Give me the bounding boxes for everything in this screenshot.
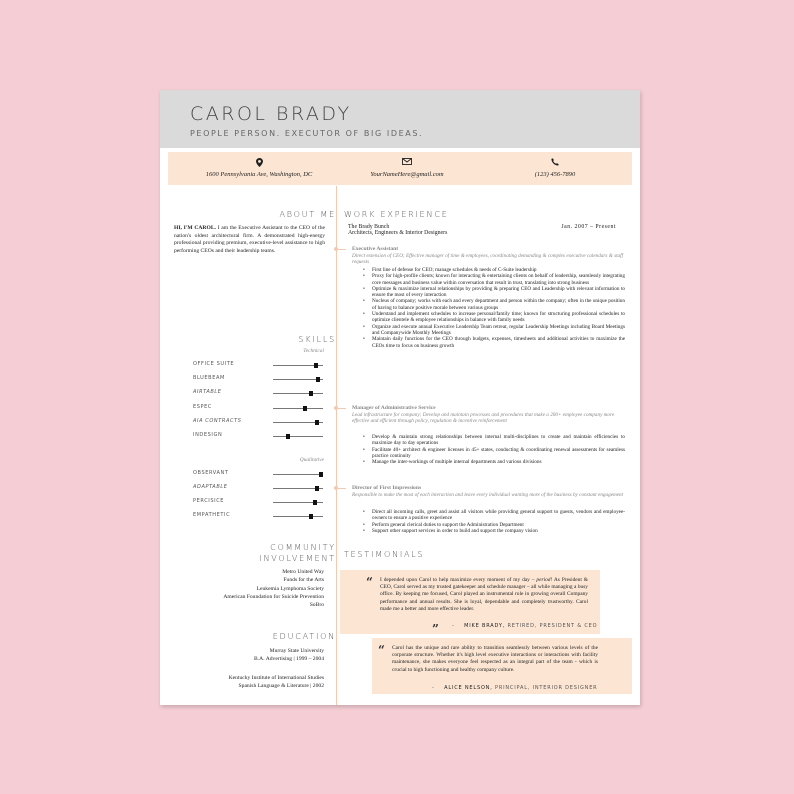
company-descriptor: Architects, Engineers & Interior Designers xyxy=(348,230,448,236)
list-item: • Organize and execute annual Executive Leadership Team retreat, regular Leadership Meetings including Board Meetings and Companywide Monthly Meetings xyxy=(363,324,625,337)
timeline-tick xyxy=(337,408,346,409)
list-item: • Manage the inter-workings of multiple internal departments and various divisions xyxy=(363,459,625,465)
skill-level-track xyxy=(273,365,323,366)
contact-address xyxy=(179,152,339,185)
quote-open-icon: “ xyxy=(378,643,385,657)
testimonial-author: - ALICE NELSON, PRINCIPAL, INTERIOR DESIGNER xyxy=(432,685,598,691)
position-summary: Lead infrastructure for company; Develop and maintain processes and procedures that make a 200+ employee company more effective and efficient through policy, regulation & incentive reinforcement xyxy=(352,412,615,425)
work-heading: WORK EXPERIENCE xyxy=(344,210,449,219)
skill-level-track xyxy=(273,422,323,423)
testimonial-card xyxy=(340,570,600,634)
skill-label: AIA CONTRACTS xyxy=(193,417,242,424)
position-title: Executive Assistant xyxy=(352,246,399,252)
skill-level-marker xyxy=(314,363,318,368)
position-bullets xyxy=(363,434,625,465)
skill-level-marker xyxy=(286,434,290,439)
skill-level-marker xyxy=(303,406,307,411)
skill-label: BLUEBEAM xyxy=(193,375,225,382)
position-bullets xyxy=(363,267,625,349)
about-body: I am the Executive Assistant to the CEO of the nation's oldest architectural firm. A demonstrated high-energy professional providing premium, executive-level assistance to high performing CEOs and their leadership teams. xyxy=(174,225,325,255)
list-item: SoBro xyxy=(309,602,324,609)
skill-level-track xyxy=(273,474,323,475)
list-item: • Understand and implement schedules to increase personal/family time; known for structuring professional schedules to optimize clientele & employee relationships in balance with family needs xyxy=(363,311,625,324)
school-name: Murray State University xyxy=(269,648,324,654)
skill-row xyxy=(193,361,325,369)
education-entry-1 xyxy=(254,647,324,664)
education-entry-2 xyxy=(229,674,324,691)
list-item: Leukemia Lymphoma Society xyxy=(256,585,324,592)
skill-row xyxy=(193,418,325,426)
position-summary: Direct extension of CEO; Effective manager of time & employees, coordinating demanding & complex executive calendars & staff requests xyxy=(352,253,624,266)
position-bullets xyxy=(363,509,625,534)
quote-close-icon: ” xyxy=(432,622,439,636)
skill-row xyxy=(193,470,325,478)
skill-label: ADAPTABLE xyxy=(193,484,228,490)
testimonial-text: I depended upon Carol to help maximize every moment of my day – period! As President & CEO, Carol served as my trusted gatekeeper and schedule manager – all while managing a busy office. By keeping me focused, Carol played an instrumental role in growing overall Company performance and annual results. She is loyal, dependable and completely trustworthy. Carol made me a better and more effective leader. xyxy=(380,577,588,612)
address-text: 1600 Pennsylvania Ave, Washington, DC xyxy=(205,171,313,178)
position-summary: Responsible to make the most of each interaction and leave every individual wanting more of the business by constant engagement xyxy=(352,492,624,498)
skill-label: PERCISICE xyxy=(193,498,225,504)
testimonial-text: Carol has the unique and rare ability to transition seamlessly between various levels of the corporate structure. Whether it's high level executive interactions or interactions with facility maintenance, she makes everyone feel respected as an integral part of the team - which is crucial to high functioning and healthy company culture. xyxy=(392,645,598,673)
candidate-name: CAROL BRADY xyxy=(190,103,352,125)
skill-label: AIRTABLE xyxy=(193,389,222,396)
list-item: • Nucleus of company; works with each and every department and person within the company; often in the unique position of having to balance positive morale between various groups xyxy=(363,298,625,311)
resume-header xyxy=(160,90,640,148)
qualitative-label: Qualitative xyxy=(299,457,324,463)
skill-row xyxy=(193,498,325,506)
skill-row xyxy=(193,512,325,520)
about-heading: ABOUT ME xyxy=(279,210,336,219)
timeline-tick xyxy=(337,488,346,489)
skill-row xyxy=(193,404,325,412)
list-item: • Develop & maintain strong relationships between internal multi-disciplines to create and maintain efficiencies to maximize day to day operations xyxy=(363,434,625,447)
list-item: • Perform general clerical duties to support the Administration Department xyxy=(363,522,625,528)
testimonial-author: - MIKE BRADY, RETIRED, PRESIDENT & CEO xyxy=(452,623,598,629)
job-block xyxy=(348,224,626,236)
skill-level-track xyxy=(273,436,323,437)
skill-row xyxy=(193,375,325,383)
about-text xyxy=(174,225,325,256)
community-heading: COMMUNITY xyxy=(270,543,336,552)
contact-phone xyxy=(475,152,635,185)
list-item: • Direct all incoming calls, greet and assist all visitors while providing general support to guests, vendors and employee-owners to ensure a positive experience xyxy=(363,509,625,522)
skill-level-track xyxy=(273,488,323,489)
skill-label: OBSERVANT xyxy=(193,470,229,476)
contact-email[interactable] xyxy=(327,152,487,185)
map-pin-icon xyxy=(179,158,339,167)
technical-label: Technical xyxy=(303,348,324,354)
timeline-tick xyxy=(337,249,346,250)
resume-sheet xyxy=(160,90,640,705)
phone-icon xyxy=(475,158,635,167)
skill-row xyxy=(193,484,325,492)
education-heading: EDUCATION xyxy=(272,632,336,641)
testimonials-heading: TESTIMONIALS xyxy=(344,550,425,559)
list-item: • Support other support services in order to build and support the company vision xyxy=(363,528,625,534)
community-heading-2: INVOLVEMENT xyxy=(259,554,336,563)
list-item: • Proxy for high-profile clients; known for interacting & entertaining clients on behalf of leadership, seamlessly integrating core messages and business value within conversation that result in trust, translating into strong business xyxy=(363,273,625,286)
email-text[interactable]: YourNameHere@gmail.com xyxy=(370,171,444,178)
skill-level-marker xyxy=(315,420,319,425)
skills-heading: SKILLS xyxy=(298,335,336,344)
position-title: Director of First Impressions xyxy=(352,485,422,491)
timeline-divider xyxy=(336,186,337,705)
phone-text: (123) 456-7890 xyxy=(534,171,576,178)
contact-bar xyxy=(168,152,632,185)
skill-label: INDESIGN xyxy=(193,432,223,438)
job-dates: Jan. 2007 – Present xyxy=(561,224,616,230)
list-item: Metro United Way xyxy=(282,569,324,575)
skill-level-marker xyxy=(319,472,323,477)
list-item: • Maintain daily functions for the CEO through budgets, expenses, timesheets and additional activities to maximize the CEOs time to focus on business growth xyxy=(363,336,625,349)
skill-level-marker xyxy=(309,514,313,519)
skill-row xyxy=(193,432,325,440)
community-list xyxy=(223,568,324,609)
list-item: • Facilitate 40+ architect & engineer licenses in 45+ states, conducting & coordinating renewal assessments for seamless practice continuity xyxy=(363,447,625,460)
skill-level-track xyxy=(273,502,323,503)
skill-level-track xyxy=(273,516,323,517)
skill-label: ESPEC xyxy=(193,403,212,410)
position-title: Manager of Administrative Service xyxy=(352,405,436,411)
skill-level-marker xyxy=(315,486,319,491)
skill-row xyxy=(193,389,325,397)
testimonial-card xyxy=(372,638,632,694)
degree-detail: Spanish Language & Literature | 2002 xyxy=(238,683,324,690)
skill-level-track xyxy=(273,408,323,409)
skill-label: EMPATHETIC xyxy=(193,512,231,518)
skill-level-marker xyxy=(309,391,313,396)
skill-label: OFFICE SUITE xyxy=(193,361,235,367)
skill-level-track xyxy=(273,379,323,380)
company-name: The Brady Bunch xyxy=(348,224,390,230)
about-lead: HI, I'M CAROL. xyxy=(174,225,216,231)
quote-open-icon: “ xyxy=(366,575,373,589)
candidate-tagline: PEOPLE PERSON. EXECUTOR OF BIG IDEAS. xyxy=(190,129,424,138)
skill-level-track xyxy=(273,393,323,394)
list-item: American Foundation for Suicide Prevention xyxy=(223,593,324,600)
list-item: Funds for the Arts xyxy=(283,577,324,584)
list-item: • First line of defense for CEO; manage schedules & needs of C-Suite leadership xyxy=(363,267,625,273)
school-name: Kentucky Institute of International Studies xyxy=(228,675,324,681)
envelope-icon xyxy=(327,158,487,167)
list-item: • Optimize & maximize internal relationships by providing & preparing CEO and Leadership with relevant information to ensure the most of every interaction xyxy=(363,286,625,299)
degree-detail: B.A. Advertising | 1999 – 2004 xyxy=(254,656,324,663)
skill-level-marker xyxy=(316,377,320,382)
skill-level-marker xyxy=(313,500,317,505)
